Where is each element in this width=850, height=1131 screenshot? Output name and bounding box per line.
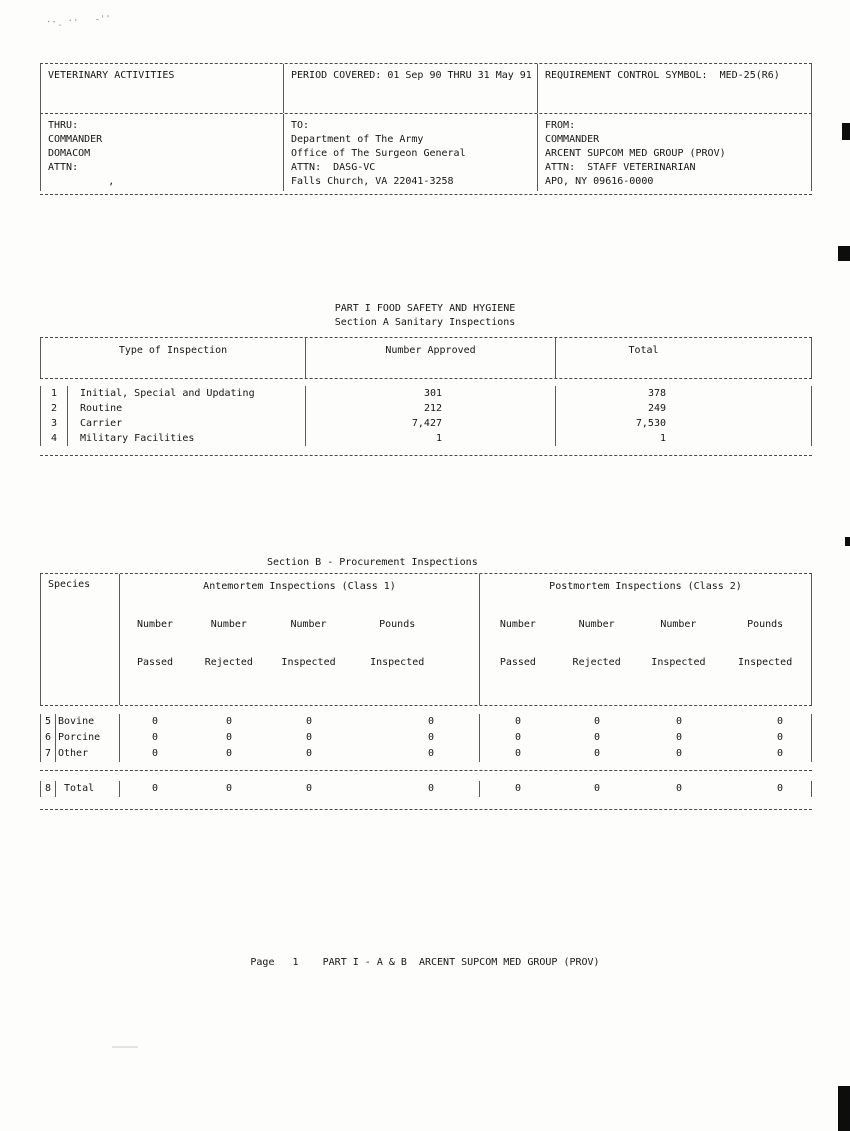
species-row [40,730,812,746]
thru-line: , [48,176,115,187]
section-a-header-row [40,338,812,379]
ante-rejected-value: 0 [225,748,233,759]
total-row [40,781,812,797]
antemortem-subheaders [120,595,479,705]
period-covered: PERIOD COVERED: 01 Sep 90 THRU 31 May 91 [291,70,532,81]
subhead-line: Number [578,619,615,630]
section-b-header-row [40,574,812,706]
approved-value: 7,427 [305,416,555,431]
inspection-type: Military Facilities [80,433,195,444]
subcol-number-rejected [556,595,638,693]
requirement-control-symbol: REQUIREMENT CONTROL SYMBOL: MED-25(R6) [545,70,780,81]
section-b-title: Section B - Procurement Inspections [267,557,478,568]
ante-rejected-value: 0 [225,783,233,794]
report-header-table [40,63,812,195]
subhead-line: Passed [499,657,536,668]
scan-artifact [845,537,850,546]
subcol-pounds-inspected [349,595,479,693]
subhead-line: Number [136,619,174,630]
handwriting-mark: ·-¸ ·· -'' [45,14,112,28]
col-number-approved: Number Approved [305,338,555,378]
postmortem-group-title: Postmortem Inspections (Class 2) [549,581,742,592]
post-inspected-value: 0 [675,732,683,743]
subhead-line: Pounds [379,619,416,630]
ante-inspected-value: 0 [305,716,313,727]
header-address-row [40,114,812,194]
subhead-line: Number [660,619,697,630]
post-passed-value: 0 [514,783,522,794]
thru-label: THRU: [48,120,79,131]
approved-value: 1 [305,431,555,446]
subhead-line: Passed [136,657,174,668]
subhead-line: Rejected [572,657,621,668]
ante-pounds-value: 0 [350,746,480,762]
post-inspected-value: 0 [675,783,683,794]
subcol-number-rejected [190,595,268,693]
post-passed-value: 0 [514,748,522,759]
from-label: FROM: [545,120,576,131]
row-number: 2 [40,401,68,416]
period-covered-cell [283,64,537,113]
section-a-table [40,337,812,456]
ante-rejected-value: 0 [225,716,233,727]
post-rejected-value: 0 [593,716,601,727]
subcol-number-passed [480,595,556,693]
post-inspected-value: 0 [675,716,683,727]
total-value: 249 [555,401,812,416]
antemortem-group-title: Antemortem Inspections (Class 1) [203,581,396,592]
post-passed-value: 0 [514,732,522,743]
row-number: 4 [40,431,68,446]
thru-line: DOMACOM [48,148,91,159]
ante-passed-value: 0 [151,732,159,743]
post-passed-value: 0 [514,716,522,727]
scan-artifact [838,246,850,261]
subcol-number-inspected [268,595,350,693]
row-number: 3 [40,416,68,431]
from-line: COMMANDER [545,134,600,145]
post-rejected-value: 0 [593,732,601,743]
approved-value: 212 [305,401,555,416]
activity-title: VETERINARY ACTIVITIES [48,70,175,81]
ante-inspected-value: 0 [305,783,313,794]
post-pounds-value: 0 [720,746,812,762]
inspection-type: Initial, Special and Updating [80,388,255,399]
from-line: APO, NY 09616-0000 [545,176,654,187]
subhead-line: Number [499,619,536,630]
species-row [40,714,812,730]
total-value: 378 [555,386,812,401]
subcol-pounds-inspected [719,595,811,693]
approved-value: 301 [305,386,555,401]
subhead-line: Number [290,619,327,630]
row-number: 1 [40,386,68,401]
subhead-line: Inspected [738,657,793,668]
table-row [40,401,812,416]
section-b-species-rows [40,706,812,771]
table-row [40,416,812,431]
activity-title-cell [40,64,283,113]
to-line: Falls Church, VA 22041-3258 [291,176,454,187]
postmortem-group [480,574,812,705]
post-pounds-value: 0 [720,714,812,730]
ante-passed-value: 0 [151,748,159,759]
subhead-line: Inspected [370,657,425,668]
subhead-line: Inspected [651,657,706,668]
ante-inspected-value: 0 [305,748,313,759]
thru-line: ATTN: [48,162,79,173]
inspection-type: Routine [80,403,123,414]
page-footer: Page 1 PART I - A & B ARCENT SUPCOM MED GROUP (PROV) [250,957,600,968]
col-type-of-inspection: Type of Inspection [40,338,305,378]
thru-address-cell [40,114,283,191]
section-a-title: Section A Sanitary Inspections [334,317,516,328]
table-row [40,431,812,446]
scan-artifact [842,123,850,140]
section-a-body [40,379,812,455]
post-pounds-value: 0 [720,781,812,797]
species-row [40,746,812,762]
subhead-line: Inspected [281,657,336,668]
from-line: ARCENT SUPCOM MED GROUP (PROV) [545,148,726,159]
ante-pounds-value: 0 [350,714,480,730]
thru-line: COMMANDER [48,134,103,145]
post-pounds-value: 0 [720,730,812,746]
to-line: Office of The Surgeon General [291,148,466,159]
post-rejected-value: 0 [593,783,601,794]
ante-pounds-value: 0 [350,781,480,797]
header-title-row [40,64,812,114]
subhead-line: Pounds [747,619,784,630]
subcol-number-passed [120,595,190,693]
control-symbol-cell [537,64,812,113]
species-name: Porcine [56,730,120,746]
col-species: Species [40,574,120,705]
species-name: Other [56,746,120,762]
section-b-total-row-block [40,771,812,809]
ante-inspected-value: 0 [305,732,313,743]
to-label: TO: [291,120,310,131]
total-value: 1 [555,431,812,446]
ante-passed-value: 0 [151,716,159,727]
table-row [40,386,812,401]
inspection-type: Carrier [80,418,123,429]
to-line: Department of The Army [291,134,424,145]
col-total: Total [555,338,812,378]
total-value: 7,530 [555,416,812,431]
subhead-line: Number [210,619,247,630]
part1-title: PART I FOOD SAFETY AND HYGIENE [334,303,516,314]
postmortem-subheaders [480,595,811,705]
ante-rejected-value: 0 [225,732,233,743]
post-rejected-value: 0 [593,748,601,759]
species-name: Bovine [56,714,120,730]
from-address-cell [537,114,812,191]
species-name: Total [56,781,120,797]
antemortem-group [120,574,480,705]
section-b-table [40,573,812,810]
to-address-cell [283,114,537,191]
row-number: 6 [40,730,56,746]
ante-pounds-value: 0 [350,730,480,746]
row-number: 5 [40,714,56,730]
subhead-line: Rejected [204,657,253,668]
row-number: 8 [40,781,56,797]
scan-smudge [112,1046,138,1048]
row-number: 7 [40,746,56,762]
from-line: ATTN: STAFF VETERINARIAN [545,162,696,173]
to-line: ATTN: DASG-VC [291,162,376,173]
ante-passed-value: 0 [151,783,159,794]
post-inspected-value: 0 [675,748,683,759]
scan-artifact [838,1086,850,1131]
subcol-number-inspected [638,595,720,693]
